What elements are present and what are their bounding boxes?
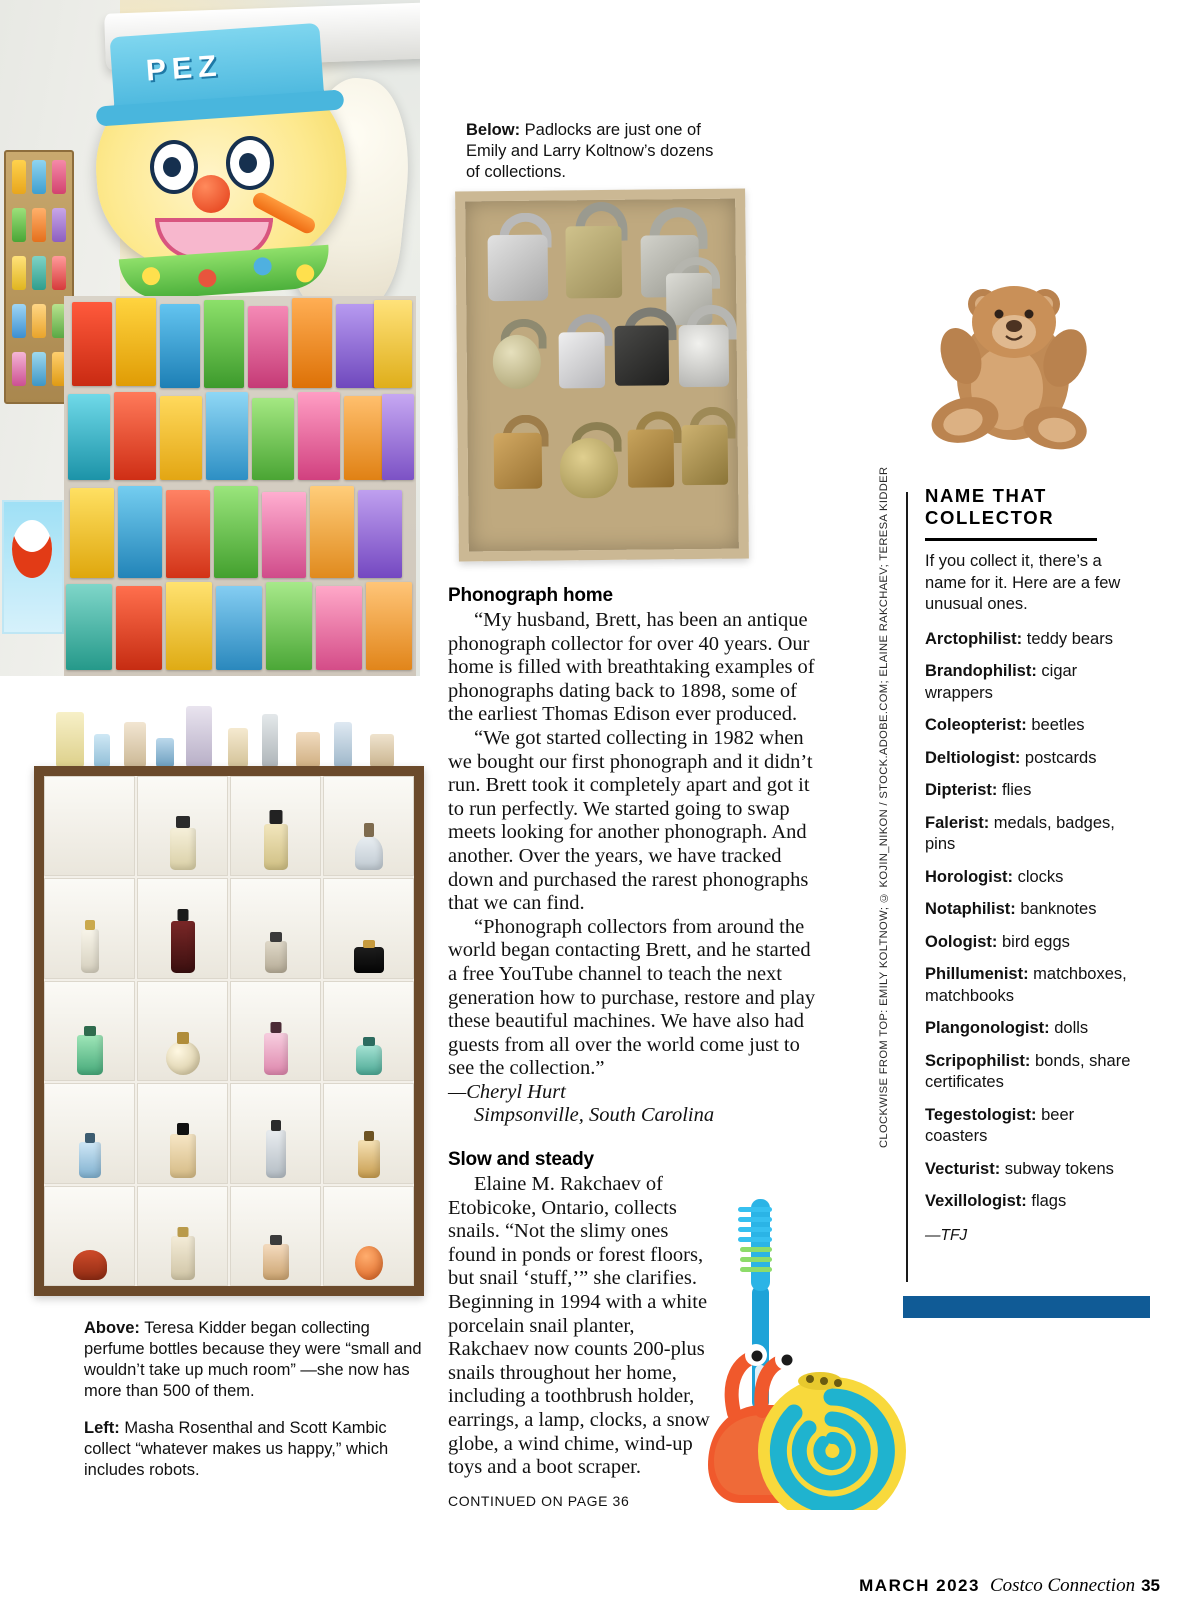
collector-definition: teddy bears bbox=[1022, 629, 1113, 648]
collector-definition: cigar wrappers bbox=[925, 662, 1078, 702]
collector-entry bbox=[925, 780, 1140, 802]
collector-definition: beer coasters bbox=[925, 1105, 1075, 1145]
pez-logo-text: PEZ bbox=[144, 49, 224, 88]
clown-pupil-right bbox=[239, 153, 257, 173]
collector-term: Dipterist: bbox=[925, 781, 998, 799]
section-heading-phonograph-home: Phonograph home bbox=[448, 585, 613, 606]
case-cell bbox=[137, 981, 228, 1081]
collector-definition: beetles bbox=[1026, 716, 1085, 734]
footer-magazine-title: Costco Connection bbox=[989, 1575, 1136, 1596]
collector-definition: matchboxes, matchbooks bbox=[925, 965, 1127, 1005]
collector-definition: flags bbox=[1026, 1192, 1067, 1210]
clown-pupil-left bbox=[163, 157, 181, 177]
collector-term: Tegestologist: bbox=[925, 1105, 1037, 1124]
case-cell bbox=[230, 1083, 321, 1183]
collector-term: Vecturist: bbox=[925, 1159, 1001, 1178]
case-cell bbox=[323, 878, 414, 978]
perfume-display-case bbox=[44, 776, 414, 1286]
case-cell bbox=[44, 1083, 135, 1183]
collector-definition: dolls bbox=[1049, 1019, 1089, 1037]
case-cell bbox=[137, 1083, 228, 1183]
snail-illustration bbox=[700, 1165, 920, 1510]
collector-definition: bird eggs bbox=[997, 932, 1070, 951]
article-paragraph: “Phonograph collectors from around the world began contacting Brett, and he started a free YouTube channel to teach the next generation how to purchase, restore and play these beautiful machines. We have also had guests from all over the world come just to see the collection.” bbox=[448, 915, 816, 1080]
caption-below-text: Padlocks are just one of Emily and Larry Koltnow’s dozens of collections. bbox=[466, 121, 714, 181]
section-spacer bbox=[448, 1128, 820, 1149]
page-footer bbox=[0, 1575, 1160, 1597]
collector-entry bbox=[925, 715, 1140, 737]
continued-note: CONTINUED ON PAGE 36 bbox=[448, 1492, 630, 1509]
sidebar-title-line2: COLLECTOR bbox=[925, 507, 1055, 528]
case-cell bbox=[44, 878, 135, 978]
collector-term: Deltiologist: bbox=[925, 748, 1021, 767]
case-cell bbox=[230, 776, 321, 876]
sidebar-divider bbox=[925, 538, 1097, 541]
caption-left-robots bbox=[84, 1418, 424, 1481]
padlock-box-interior bbox=[465, 199, 739, 552]
footer-month: MARCH 2023 bbox=[859, 1576, 980, 1595]
collector-entry bbox=[925, 661, 1140, 704]
section-heading-slow-and-steady: Slow and steady bbox=[448, 1149, 594, 1171]
collector-entry bbox=[925, 899, 1140, 921]
article-paragraph: Elaine M. Rakchaev of Etobicoke, Ontario, collects snails. “Not the slimy ones found in ponds or forest floors, but snail ‘stuff,’” she clarifies. Beginning in 1994 with a white porcelain snail planter, Rakchaev now counts 200-plus snails throughout her home, including a toothbrush holder, earrings, a lamp, clocks, a snow globe, a wind chime, wind-up toys and a boot scraper. bbox=[448, 1173, 710, 1479]
case-cell bbox=[44, 776, 135, 876]
collector-entry bbox=[925, 1191, 1140, 1213]
collector-definition: clocks bbox=[1013, 867, 1064, 886]
caption-above-perfume bbox=[84, 1318, 424, 1402]
pez-carousel-display bbox=[64, 296, 416, 676]
collector-term: Brandophilist: bbox=[925, 662, 1037, 680]
caption-left-lead: Left: bbox=[84, 1419, 120, 1437]
article-attribution-name: —Cheryl Hurt bbox=[448, 1080, 566, 1103]
name-that-collector-sidebar bbox=[925, 485, 1140, 1245]
perfume-bottle-cabinet-photo bbox=[34, 766, 424, 1296]
collector-term: Phillumenist: bbox=[925, 965, 1029, 983]
collector-entry bbox=[925, 813, 1140, 856]
footer-page-number: 35 bbox=[1141, 1576, 1160, 1595]
collector-definition: bonds, share certificates bbox=[925, 1051, 1131, 1091]
clown-eye-left bbox=[150, 140, 198, 194]
captions-bottom-left bbox=[84, 1318, 424, 1497]
collector-term: Arctophilist: bbox=[925, 629, 1023, 648]
collector-definition: banknotes bbox=[1015, 900, 1097, 918]
case-cell bbox=[323, 776, 414, 876]
collector-term: Notaphilist: bbox=[925, 900, 1016, 918]
collector-entry bbox=[925, 932, 1140, 954]
collector-term: Scripophilist: bbox=[925, 1051, 1031, 1070]
collector-entry bbox=[925, 1105, 1140, 1148]
caption-below-lead: Below: bbox=[466, 121, 521, 139]
blue-accent-bar bbox=[903, 1296, 1150, 1318]
collector-entry bbox=[925, 1159, 1140, 1181]
case-cell bbox=[137, 878, 228, 978]
collector-term: Vexillologist: bbox=[925, 1192, 1027, 1210]
collector-entry bbox=[925, 748, 1140, 770]
sidebar-intro: If you collect it, there’s a name for it. Here are a few unusual ones. bbox=[925, 552, 1121, 613]
case-cell bbox=[44, 1186, 135, 1286]
collector-term: Plangonologist: bbox=[925, 1019, 1050, 1037]
caption-left-text: Masha Rosenthal and Scott Kambic collect “whatever makes us happy,” which includes robots. bbox=[84, 1419, 389, 1479]
collector-entry bbox=[925, 1018, 1140, 1040]
caption-above-lead: Above: bbox=[84, 1319, 140, 1337]
collector-definition: postcards bbox=[1020, 748, 1097, 767]
perfume-bottles-on-top bbox=[34, 686, 424, 768]
pez-collection-photo bbox=[0, 0, 420, 676]
collector-term: Coleopterist: bbox=[925, 716, 1027, 734]
santa-pez-box bbox=[2, 500, 64, 634]
sidebar-title bbox=[925, 485, 1140, 529]
case-cell bbox=[137, 776, 228, 876]
collector-definition: subway tokens bbox=[1000, 1159, 1114, 1178]
snail-toothbrush-holder-photo bbox=[700, 1165, 920, 1510]
case-cell bbox=[323, 981, 414, 1081]
padlock-collection-photo bbox=[455, 188, 749, 561]
sidebar-left-rule bbox=[906, 492, 908, 1282]
collector-definition: flies bbox=[997, 781, 1032, 799]
photo-credit-vertical: CLOCKWISE FROM TOP: EMILY KOLTNOW; © KOJIN_NIKON / STOCK.ADOBE.COM; ELAINE RAKCHAEV; TERESA KIDDER bbox=[878, 466, 890, 1148]
sidebar-signature: —TFJ bbox=[925, 1226, 968, 1244]
caption-below-padlocks bbox=[466, 120, 716, 183]
sidebar-title-line1: NAME THAT bbox=[925, 485, 1047, 506]
case-cell bbox=[44, 981, 135, 1081]
article-attribution-city: Simpsonville, South Carolina bbox=[474, 1104, 715, 1127]
case-cell bbox=[230, 981, 321, 1081]
collector-term: Falerist: bbox=[925, 813, 990, 832]
case-cell bbox=[230, 1186, 321, 1286]
collector-term: Oologist: bbox=[925, 932, 998, 951]
collector-entry bbox=[925, 1051, 1140, 1094]
article-paragraph: “We got started collecting in 1982 when we bought our first phonograph and it didn’t run. Brett took it completely apart and got it to run perfectly. We started going to swap meets looking for another phonograph. And another. Over the years, we have tracked down and purchased the rarest phonographs that we can find. bbox=[448, 726, 813, 915]
case-cell bbox=[323, 1186, 414, 1286]
clown-eye-right bbox=[226, 136, 274, 190]
teddy-bear-illustration bbox=[905, 270, 1130, 470]
case-cell bbox=[137, 1186, 228, 1286]
case-cell bbox=[323, 1083, 414, 1183]
collector-term: Horologist: bbox=[925, 867, 1013, 886]
clown-nose bbox=[192, 175, 230, 213]
teddy-bear-photo bbox=[905, 270, 1130, 470]
collector-definition: medals, badges, pins bbox=[925, 813, 1115, 853]
case-cell bbox=[230, 878, 321, 978]
collector-entry bbox=[925, 964, 1140, 1007]
collector-entry bbox=[925, 867, 1140, 889]
caption-above-text: Teresa Kidder began collecting perfume bottles because they were “small and wouldn’t take up much room” —she now has more than 500 of them. bbox=[84, 1319, 422, 1400]
article-paragraph: “My husband, Brett, has been an antique phonograph collector for over 40 years. Our home is filled with breathtaking examples of phonographs dating back to 1898, some of the earliest Thomas Edison ever produced. bbox=[448, 609, 815, 726]
collector-entry bbox=[925, 629, 1140, 651]
